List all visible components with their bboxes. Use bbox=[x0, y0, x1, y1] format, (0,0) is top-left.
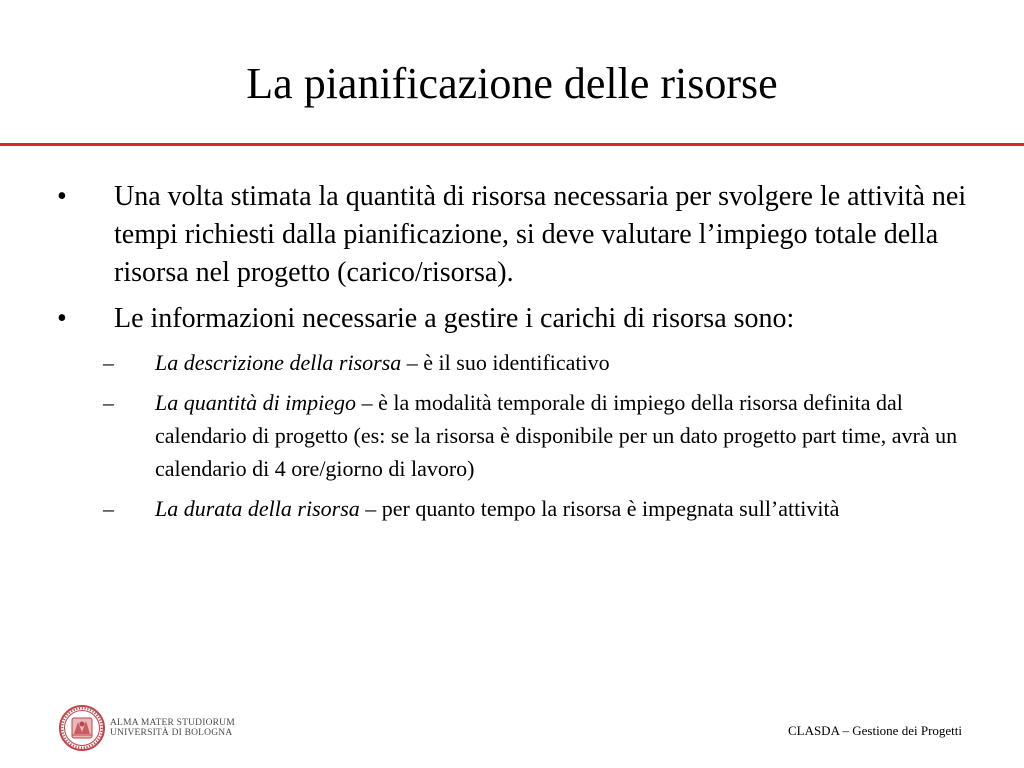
logo-wordmark bbox=[110, 718, 235, 738]
title-divider bbox=[0, 143, 1024, 146]
sub-bullet-item bbox=[0, 346, 1024, 379]
slide-title: La pianificazione delle risorse bbox=[246, 59, 778, 108]
university-seal-icon bbox=[58, 704, 106, 752]
sub-bullet-marker: – bbox=[103, 350, 114, 375]
sub-bullet-marker: – bbox=[103, 390, 114, 415]
sub-bullet-term: La descrizione della risorsa bbox=[155, 350, 402, 375]
logo-line-1: ALMA MATER STUDIORUM bbox=[110, 718, 235, 728]
university-logo bbox=[58, 704, 235, 752]
sub-bullet-description: – è la modalità temporale di impiego della risorsa definita dal calendario di progetto (es: se la risorsa è disponibile per un dato progetto part time, avrà un calendario di 4 ore/giorno di lavoro) bbox=[155, 390, 958, 481]
sub-bullet-marker: – bbox=[103, 496, 114, 521]
bullet-item bbox=[0, 300, 1024, 338]
sub-bullet-text bbox=[155, 346, 975, 379]
sub-bullet-description: – è il suo identificativo bbox=[401, 350, 610, 375]
course-footer: CLASDA – Gestione dei Progetti bbox=[787, 723, 962, 738]
sub-bullet-item bbox=[0, 386, 1024, 485]
slide-content bbox=[0, 178, 1024, 532]
sub-bullet-item bbox=[0, 492, 1024, 525]
sub-bullet-term: La durata della risorsa bbox=[155, 496, 360, 521]
bullet-text: Le informazioni necessarie a gestire i carichi di risorsa sono: bbox=[114, 303, 795, 334]
bullet-marker: • bbox=[57, 303, 67, 334]
bullet-text: Una volta stimata la quantità di risorsa necessaria per svolgere le attività nei tempi richiesti dalla pianificazione, si deve valutare l’impiego totale della risorsa nel progetto (carico/risorsa). bbox=[114, 181, 967, 288]
sub-bullet-text bbox=[155, 492, 975, 525]
bullet-item bbox=[0, 178, 1024, 292]
bullet-marker: • bbox=[57, 181, 67, 212]
sub-bullet-text bbox=[155, 386, 975, 485]
sub-bullet-term: La quantità di impiego bbox=[155, 390, 357, 415]
sub-bullet-description: – per quanto tempo la risorsa è impegnata sull’attività bbox=[359, 496, 840, 521]
logo-line-2: UNIVERSITÀ DI BOLOGNA bbox=[110, 728, 233, 738]
